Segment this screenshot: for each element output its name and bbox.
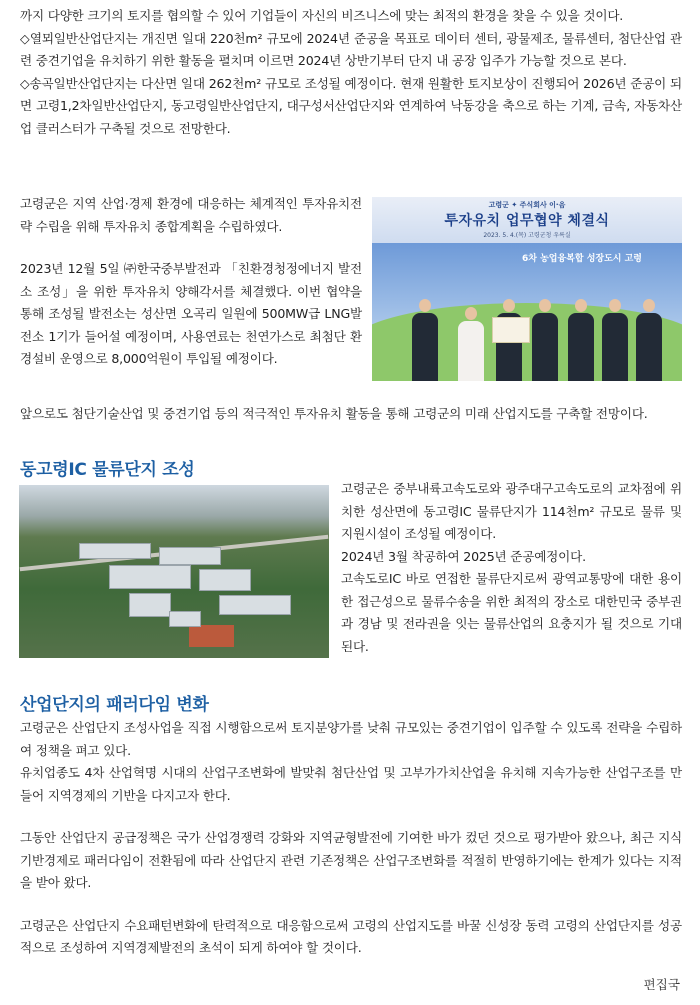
intro-paragraph: 까지 다양한 크기의 토지를 협의할 수 있어 기업들이 자신의 비즈니스에 맞는 최적의 환경을 찾을 수 있을 것이다. [20, 8, 624, 23]
intro-paragraph: ◇열뫼일반산업단지는 개진면 일대 220천m² 규모에 2024년 준공을 목표로 데이터 센터, 광물제조, 물류센터, 첨단산업 관련 중견기업을 유치하기 위한 활동을 펼치며 이르면 2024년 상반기부터 단지 내 공장 입주가 가능할 것으로 본다. [20, 30, 682, 68]
stage-slogan: 6차 농업융복합 성장도시 고령 [522, 254, 642, 264]
logistics-paragraph: 고령군은 중부내륙고속도로와 광주대구고속도로의 교차점에 위치한 성산면에 동고령IC 물류단지가 114천m² 규모로 물류 및 지원시설이 조성될 예정이다. [341, 481, 682, 541]
investment-paragraph: 고령군은 지역 산업·경제 환경에 대응하는 체계적인 투자유치전략 수립을 위해 투자유치 종합계획을 수립하였다. [20, 196, 362, 234]
section-heading: 산업단지의 패러다임 변화 [20, 695, 209, 715]
person-figure [602, 299, 628, 381]
banner-meta: 2023. 5. 4.(목) 고령군청 우륵실 [483, 232, 571, 239]
intro-text [20, 5, 682, 140]
section-heading: 동고령IC 물류단지 조성 [20, 460, 195, 480]
paradigm-paragraph: 그동안 산업단지 공급정책은 국가 산업경쟁력 강화와 지역균형발전에 기여한 바가 컸던 것으로 평가받아 왔으나, 최근 지식기반경제로 패러다임이 전환됨에 따라 산업단지 관련 기존정책은 산업구조변화를 적절히 반영하기에는 한계가 있다는 지적을 받아 왔다. [20, 830, 682, 890]
logistics-paragraph: 고속도로IC 바로 연접한 물류단지로써 광역교통망에 대한 용이한 접근성으로 물류수송을 위한 최적의 장소로 대한민국 중부권과 경남 및 전라권을 잇는 물류산업의 요충지가 될 것으로 기대된다. [341, 571, 682, 654]
logistics-paragraph: 2024년 3월 착공하여 2025년 준공예정이다. [341, 548, 586, 564]
logistics-text-column [341, 478, 682, 658]
person-figure [532, 299, 558, 381]
investment-text-column [20, 193, 362, 371]
paradigm-paragraph: 고령군은 산업단지 조성사업을 직접 시행함으로써 토지분양가를 낮춰 규모있는 중견기업이 입주할 수 있도록 전략을 수립하여 정책을 펴고 있다. [20, 720, 682, 758]
signed-agreement [492, 317, 530, 343]
person-figure [636, 299, 662, 381]
investment-closing [20, 403, 682, 426]
paradigm-paragraph: 유치업종도 4차 산업혁명 시대의 산업구조변화에 발맞춰 첨단산업 및 고부가가치산업을 유치해 지속가능한 산업구조를 만들어 지역경제의 기반을 다지고자 한다. [20, 765, 682, 803]
ceremony-stage [372, 243, 682, 381]
banner-title: 투자유치 업무협약 체결식 [444, 213, 610, 229]
person-figure [458, 307, 484, 381]
logistics-aerial-photo [19, 485, 329, 658]
paradigm-section [20, 690, 682, 960]
author-credit: 편집국 [643, 977, 680, 992]
banner-org: 고령군 ✦ 주식회사 이·음 [488, 201, 566, 209]
person-figure [412, 299, 438, 381]
intro-paragraph: ◇송곡일반산업단지는 다산면 일대 262천m² 규모로 조성될 예정이다. 현재 원활한 토지보상이 진행되어 2026년 준공이 되면 고령1,2차일반산업단지, 동고령일반산업단지, 대구성서산업단지와 연계하여 낙동강을 축으로 하는 기계, 금속, 자동차산업 클러스터가 구축될 것으로 전망한다. [20, 75, 682, 136]
investment-paragraph: 앞으로도 첨단기술산업 및 중견기업 등의 적극적인 투자유치 활동을 통해 고령군의 미래 산업지도를 구축할 전망이다. [20, 406, 648, 421]
signing-ceremony-photo [372, 197, 682, 381]
ceremony-banner [372, 197, 682, 243]
person-figure [568, 299, 594, 381]
paradigm-paragraph: 고령군은 산업단지 수요패턴변화에 탄력적으로 대응함으로써 고령의 산업지도를 바꿀 신성장 동력 고령의 산업단지를 성공적으로 조성하여 지역경제발전의 초석이 되게 하여야 할 것이다. [20, 917, 682, 955]
investment-paragraph: 2023년 12월 5일 ㈜한국중부발전과 「친환경청정에너지 발전소 조성」을 위한 투자유치 양해각서를 체결했다. 이번 협약을 통해 조성될 발전소는 성산면 오곡리 일원에 500MW급 LNG발전소 1기가 들어설 예정이며, 사용연료는 천연가스로 최첨단 환경설비 운영으로 8,000억원이 투입될 예정이다. [20, 261, 362, 366]
logistics-heading-wrap [20, 455, 682, 480]
